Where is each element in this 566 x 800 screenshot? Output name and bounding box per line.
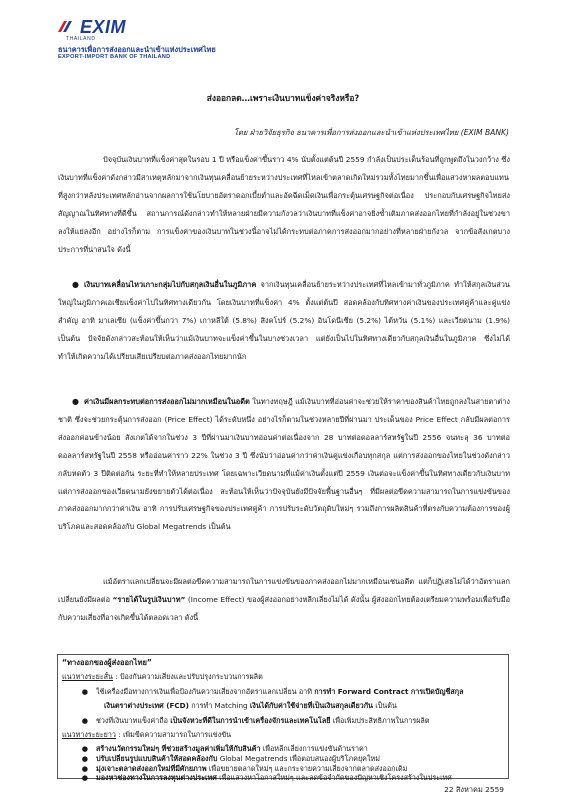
item-emphasis: เงินได้กับค่าใช้จ่ายที่เป็นเงินสกุลเดียวกัน xyxy=(249,701,373,710)
bullet-icon: ● xyxy=(81,744,88,753)
point-body: ในทางทฤษฎี แม้เงินบาทที่อ่อนค่าจะช่วยให้ราคาของสินค้าไทยถูกลงในสายตาต่างชาติ ซึ่งจะช่วยกระตุ้นการส่งออก (Price Effect) ได้ระดับหนึ่ง อย่างไรก็ตามในช่วงหลายปีที่ผ่านมา ประเด็นของ Price Effect กลับมีผลต่อการส่งออกค่อนข้างน้อย สังเกตได้จากในช่วง 3 ปีที่ผ่านมาเงินบาทอ่อนค่าต่อเนื่องจาก 28 บาทต่อดอลลาร์สหรัฐในปี 2556 จนทะลุ 36 บาทต่อดอลลาร์สหรัฐในปี 2558 หรืออ่อนค่าราว 22% ในช่วง 3 ปี ซึ่งนับว่าอ่อนค่ากว่าค่าเงินคู่แข่งเกือบทุกสกุล แต่การส่งออกของไทยในช่วงดังกล่าวกลับหดตัว 3 ปีติดต่อกัน ระยะที่ทำให้หลายประเทศ โดยเฉพาะเวียดนามที่แม้ค่าเงินตั้งแต่ปี 2559 เงินต่อจะแข็งค่าขึ้นในทิศทางเดียวกับเงินบาท แต่การส่งออกของเวียดนามยังขยายตัวได้ต่อเนื่อง สะท้อนให้เห็นว่าปัจจุบันยังมีปัจจัยพื้นฐานอื่นๆ ที่มีผลต่อขีดความสามารถในการแข่งขันของภาคส่งออกมากกว่าค่าเงิน อาทิ การปรับเศรษฐกิจของประเทศคู่ค้า การปรับระดับวัตถุดิบใหม่ๆ รวมถึงการผลิตสินค้าที่ตรงกับความต้องการของผู้บริโภคและสอดคล้องกับ Global Megatrends เป็นต้น xyxy=(58,397,510,532)
closing-paragraph xyxy=(58,573,510,627)
bullet-icon: ● xyxy=(72,397,79,406)
intro-paragraph: ปัจจุบันเงินบาทที่แข็งค่าสุดในรอบ 1 ปี หรือแข็งค่าขึ้นราว 4% นับตั้งแต่ต้นปี 2559 กำลังเป็นประเด็นร้อนที่ถูกพูดถึงในวงกว้าง ซึ่งเงินบาทที่แข็งค่าดังกล่าวมีสาเหตุหลักมาจากเงินทุนเคลื่อนย้ายระหว่างประเทศที่ไหลเข้าตลาดเกิดใหม่รวมทั้งไทยมากขึ้นเพื่อแสวงหาผลตอบแทนที่สูงกว่าหลังประเทศหลักอ่านจากผลการใช้นโยบายอัตราดอกเบี้ยต่ำและอัดฉีดเม็ดเงินเพื่อกระตุ้นเศรษฐกิจต่อเนื่อง ประกอบกับเศรษฐกิจไทยส่งสัญญาณในทิศทางที่ดีขึ้น สถานการณ์ดังกล่าวทำให้หลายฝ่ายมีความกังวลว่าเงินบาทที่แข็งค่าอาจยิ่งซ้ำเติมภาคส่งออกไทยที่กำลังอยู่ในช่วงขาลงให้แย่ลงอีก อย่างไรก็ตาม การแข็งค่าของเงินบาทในช่วงนี้อาจไม่ได้กระทบต่อภาคการส่งออกมากอย่างที่หลายฝ่ายกังวล จากข้อสังเกตบางประการที่น่าสนใจ ดังนี้ xyxy=(58,155,510,254)
box-list-item xyxy=(62,773,502,784)
short-term-heading xyxy=(62,672,502,683)
point-heading: ค่าเงินมีผลกระทบต่อการส่งออกไม่มากเหมือนในอดีต xyxy=(84,397,250,406)
byline: โดย ฝ่ายวิจัยธุรกิจ ธนาคารเพื่อการส่งออกและนำเข้าแห่งประเทศไทย (EXIM BANK) xyxy=(233,128,509,137)
item-text: การทำ Matching xyxy=(191,701,248,710)
item-text: ช่วงที่เงินบาทแข็งค่าถือ xyxy=(96,716,168,725)
closing-suffix: (Income Effect) ของผู้ส่งออกอย่างหลีกเลี่ยงไม่ได้ ดังนั้น ผู้ส่งออกไทยต้องเตรียมความพร้อมเพื่อรับมือกับความเสี่ยงที่อาจเกิดขึ้นได้ตลอดเวลา ดังนี้ xyxy=(58,594,511,622)
item-emphasis: การทำ Forward Contract การเปิดบัญชีสกุล xyxy=(314,687,464,696)
item-emphasis: เงินตราต่างประเทศ (FCD) xyxy=(104,701,189,710)
item-text: เพื่อเพิ่มประสิทธิภาพในการผลิต xyxy=(332,716,430,725)
bank-name-th: ธนาคารเพื่อการส่งออกและนำเข้าแห่งประเทศไทย xyxy=(58,45,216,54)
bullet-icon: ● xyxy=(81,754,88,763)
point-paragraph-1 xyxy=(58,276,510,366)
item-text: ใช้เครื่องมือทางการเงินเพื่อป้องกันความเสี่ยงจากอัตราแลกเปลี่ยน อาทิ xyxy=(96,687,312,696)
long-term-desc: : เพิ่มขีดความสามารถในการแข่งขัน xyxy=(118,730,232,739)
closing-prefix: แม้อัตราแลกเปลี่ยนจะมีผลต่อขีดความสามารถในการแข่งขันของภาคส่งออกไม่มากเหมือนเช่นอดีต แต่ก็ปฏิเสธไม่ได้ว่าอัตราแลกเปลี่ยนยังมีผลต่อ xyxy=(58,577,510,604)
exim-logo-icon xyxy=(58,21,78,32)
item-text: Global Megatrends เพื่อตอบสนองผู้บริโภคยุคใหม่ xyxy=(219,754,380,763)
long-term-heading xyxy=(62,730,502,741)
closing-emphasis: “รายได้ในรูปเงินบาท” xyxy=(112,594,186,604)
item-text: เพื่อขยายตลาดใหม่ๆ และกระจายความเสี่ยงจากตลาดส่งออกเดิม xyxy=(208,764,408,773)
item-emphasis: เป็นจังหวะที่ดีในการนำเข้าเครื่องจักรและเทคโนโลยี xyxy=(170,716,331,725)
box-list-item-continued xyxy=(62,701,544,712)
box-list-item xyxy=(62,716,502,727)
bullet-icon: ● xyxy=(81,716,88,725)
item-emphasis: สร้างนวัตกรรมใหม่ๆ ที่ช่วยสร้างมูลค่าเพิ่มให้กับสินค้า xyxy=(96,744,261,753)
bullet-icon: ● xyxy=(81,773,88,782)
bullet-icon: ● xyxy=(81,687,88,696)
item-text: เพื่อหลีกเลี่ยงการแข่งขันด้านราคา xyxy=(262,744,368,753)
box-list-item xyxy=(62,687,502,698)
point-body: จากเงินทุนเคลื่อนย้ายระหว่างประเทศที่ไหลเข้ามาทั่วภูมิภาค ทำให้สกุลเงินส่วนใหญ่ในภูมิภาคเอเชียแข็งค่าไปในทิศทางเดียวกัน โดยเงินบาทที่แข็งค่า 4% ตั้งแต่ต้นปี สอดคล้องกับทิศทางค่าเงินของประเทศคู่ค้าและคู่แข่งสำคัญ อาทิ มาเลเซีย (แข็งค่าขึ้นกว่า 7%) เกาหลีใต้ (5.8%) สิงคโปร์ (5.2%) อินโดนีเซีย (5.2%) ไต้หวัน (5.1%) และเวียดนาม (1.9%) เป็นต้น ปัจจัยดังกล่าวสะท้อนให้เห็นว่าแม้เงินบาทจะแข็งค่าขึ้นในบางช่วงเวลา แต่ยังเป็นไปในทิศทางเดียวกับสกุลเงินอื่นในภูมิภาค ซึ่งไม่ได้ทำให้เกิดความได้เปรียบเสียเปรียบต่อภาคส่งออกไทยมากนัก xyxy=(58,280,510,361)
box-title: “ทางออกของผู้ส่งออกไทย” xyxy=(62,658,152,667)
publication-date: 22 สิงหาคม 2559 xyxy=(444,785,504,794)
item-emphasis: มองหาช่องทางในการลงทุนต่างประเทศ xyxy=(96,773,217,782)
item-emphasis: มุ่งเจาะตลาดส่งออกใหม่ที่มีศักยภาพ xyxy=(96,764,207,773)
item-text: เป็นต้น xyxy=(375,701,397,710)
logo-text: EXIM xyxy=(80,17,127,37)
short-term-label: แนวทางระยะสั้น xyxy=(62,672,113,681)
short-term-desc: : ป้องกันความเสี่ยงและปรับปรุงกระบวนการผลิต xyxy=(115,672,263,681)
bank-name-en: EXPORT-IMPORT BANK OF THAILAND xyxy=(58,54,171,60)
point-paragraph-2 xyxy=(58,393,510,536)
item-emphasis: ปรับเปลี่ยนรูปแบบสินค้าให้สอดคล้องกับ xyxy=(96,754,218,763)
long-term-label: แนวทางระยะยาว xyxy=(62,730,116,739)
logo-country: THAILAND xyxy=(66,36,96,42)
item-text: เพื่อแสวงหาโอกาสใหม่ๆ และลดข้อจำกัดของปัญหาเชิงโครงสร้างในประเทศ xyxy=(219,773,452,782)
point-heading: เงินบาทเคลื่อนไหวเกาะกลุ่มไปกับสกุลเงินอื่นในภูมิภาค xyxy=(84,280,257,289)
bullet-icon: ● xyxy=(72,280,79,289)
page-title: ส่งออกลด…เพราะเงินบาทแข็งค่าจริงหรือ? xyxy=(206,93,360,103)
bullet-icon: ● xyxy=(81,764,88,773)
